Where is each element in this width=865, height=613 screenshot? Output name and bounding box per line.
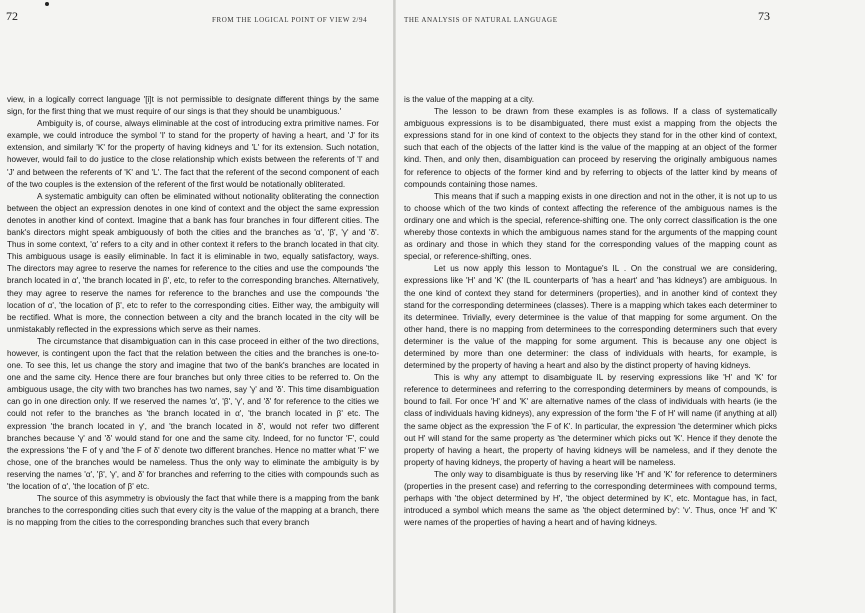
paragraph: This is why any attempt to disambiguate IL by reserving expressions like 'H' and 'K' for reference to determinees and referring to the corresponding determiners by means of compounds, is bound to fail. For once 'H' and 'K' are alternative names of the class of individuals with hearts (ie the class of individuals having kidneys), any expression of the form 'the F of H' will name (if anything at all) the same object as the expression 'the F of K'. In particular, the expression 'the determiner which picks out H' will stand for the same property as 'the determiner which picks out 'K'. Hence if they denote the property of having a heart, the property of having kidneys will be nameless, and if they denote the property of having kidneys, the property of having a heart will be nameless. <box>404 373 777 467</box>
running-head: THE ANALYSIS OF NATURAL LANGUAGE <box>404 16 558 24</box>
paragraph: is the value of the mapping at a city. <box>404 95 535 104</box>
running-head: FROM THE LOGICAL POINT OF VIEW 2/94 <box>212 16 368 24</box>
paragraph: A systematic ambiguity can often be eliminated without notionality obliterating the connection between the object an expression denotes in one kind of context and the object the same expression denotes in another kind of context. Imagine that a bank has four branches in four different cities. The bank's directors might speak ambiguously of both the cities and the branches as 'α', 'β', 'γ' and 'δ'. Thus in some context, 'α' refers to a city and in other context it refers to the branch located in that city. This ambiguous usage is easily eliminable. In fact it is eliminable in two, equally satisfactory, ways. The directors may agree to reserve the names for reference to the cities and use the compounds 'the branch located in α', 'the branch located in β', etc, to refer to the corresponding branches. Alternatively, they may agree to reserve the names for reference to the branches and use the compounds 'the location of α', 'the location of β', etc to refer to the corresponding cities. Either way, the ambiguity will be rectified. What is more, the connection between a city and the branch located in the city will be unmistakably reflected in the expressions which serve as their names. <box>7 191 379 334</box>
left-page <box>0 0 394 613</box>
paragraph: view, in a logically correct language '[i]t is not permissible to designate different things by the same sign, for the first thing that we must require of our sings is that they should be unambiguous.' <box>7 95 379 117</box>
ink-dot <box>45 2 49 6</box>
right-page <box>396 0 865 613</box>
paragraph: The source of this asymmetry is obviously the fact that while there is a mapping from the bank branches to the corresponding cities such that every city is the value of the mapping at a branch, there is no mapping from the cities to the corresponding branches such that every branch <box>7 494 379 528</box>
paragraph: The only way to disambiguate is thus by reserving like 'H' and 'K' for reference to determiners (properties in the present case) and referring to the corresponding determinees with compound terms, perhaps with 'the object determined by H', 'the object determined by K', etc. Montague has, in fact, introduced a symbol which means the same as 'the object determined by': 'v'. Thus, once 'H' and 'K' were names of the properties of having a heart and of having kidneys. <box>404 469 777 528</box>
paragraph: The circumstance that disambiguation can in this case proceed in either of the two directions, however, is contingent upon the fact that the relation between the cities and the branches is one-to-one. To see this, let us change the story and imagine that two of the bank's branches are located in one and the same city. Hence there are four branches but only three cities to be referred to. On the ambiguous usage, the city with two branches has two names, say 'γ' and 'δ'. This time disambiguation can go in one direction only. If we reserved the names 'α', 'β', 'γ', and 'δ' for reference to the cities we could not refer to the branches as 'the branch located in α', 'the branch located in β' etc. The expression 'the branch located in γ', and 'the branch located in δ', would not refer two different branches because 'γ' and 'δ' would stand for one and the same city. Indeed, for no functor 'F', could the expressions 'the F of γ and 'the F of δ' denote two different branches. Hence no matter what 'F' we chose, one of the branches would be nameless. Thus the only way to eliminate the ambiguity is by reserving the names 'α', 'β', 'γ', and δ' for branches and referring to the cities with compounds such as 'the location of α', 'the location of β' etc. <box>7 336 379 491</box>
paragraph: The lesson to be drawn from these examples is as follows. If a class of systematically ambiguous expressions is to be disambiguated, there must exist a mapping from the objects the expressions stand for in one kind of context to the objects they stand for in the other kind of context, such that each of the objects of the latter kind is the value of the mapping at an object of the former kind. Then, and only then, disambiguation can proceed by reserving the originally ambiguous names for reference to objects of the former kind and by referring to objects of the latter kind by means of compounds containing those names. <box>404 107 777 189</box>
page-number: 73 <box>758 9 770 23</box>
paragraph: Ambiguity is, of course, always eliminable at the cost of introducing extra primitive names. For example, we could introduce the symbol 'I' to stand for the property of having a heart, and 'J' for its extension, and similarly 'K' for the property of having kidneys and 'L' for its extension. Such notation, however, would fail to do justice to the close relationship which exists between the referents of 'I' and 'J' and between the referents of 'K' and 'L'. The fact that the referent of the second component of each of the two couples is the extension of the referent of the first would be notationally obliterated. <box>7 119 379 189</box>
page-body <box>404 94 777 529</box>
page-body <box>7 94 379 529</box>
paragraph: This means that if such a mapping exists in one direction and not in the other, it is not up to us to choose which of the two kinds of context affecting the reference of the ambiguous names is the ordinary one and which is the special, reference-shifting one. The only correct classification is the one whereby those contexts in which the ambiguous names stand for the arguments of the mapping count as ordinary and those in which they stand for the corresponding values of the mapping count as special, or reference-shifting, ones. <box>404 191 777 262</box>
page-number: 72 <box>6 9 18 23</box>
paragraph: Let us now apply this lesson to Montague's IL . On the construal we are considering, expressions like 'H' and 'K' (the IL counterparts of 'has a heart' and 'has kidneys') are ambiguous. In the one kind of context they stand for determiners (properties), and in another kind of context they stand for the corresponding determinees (classes). There is a mapping which takes each determiner to its determinee. Trivially, every determinee is the value of that mapping for some argument. On the other hand, there is no mapping from determinees to the corresponding determiners such that every determiner is the value of the mapping for some argument. This is because any one object is determined by more than one determiner: the class of individuals with hearts, for example, is determined by the property of having a heart and also by the distinct property of having kidneys. <box>404 264 777 371</box>
